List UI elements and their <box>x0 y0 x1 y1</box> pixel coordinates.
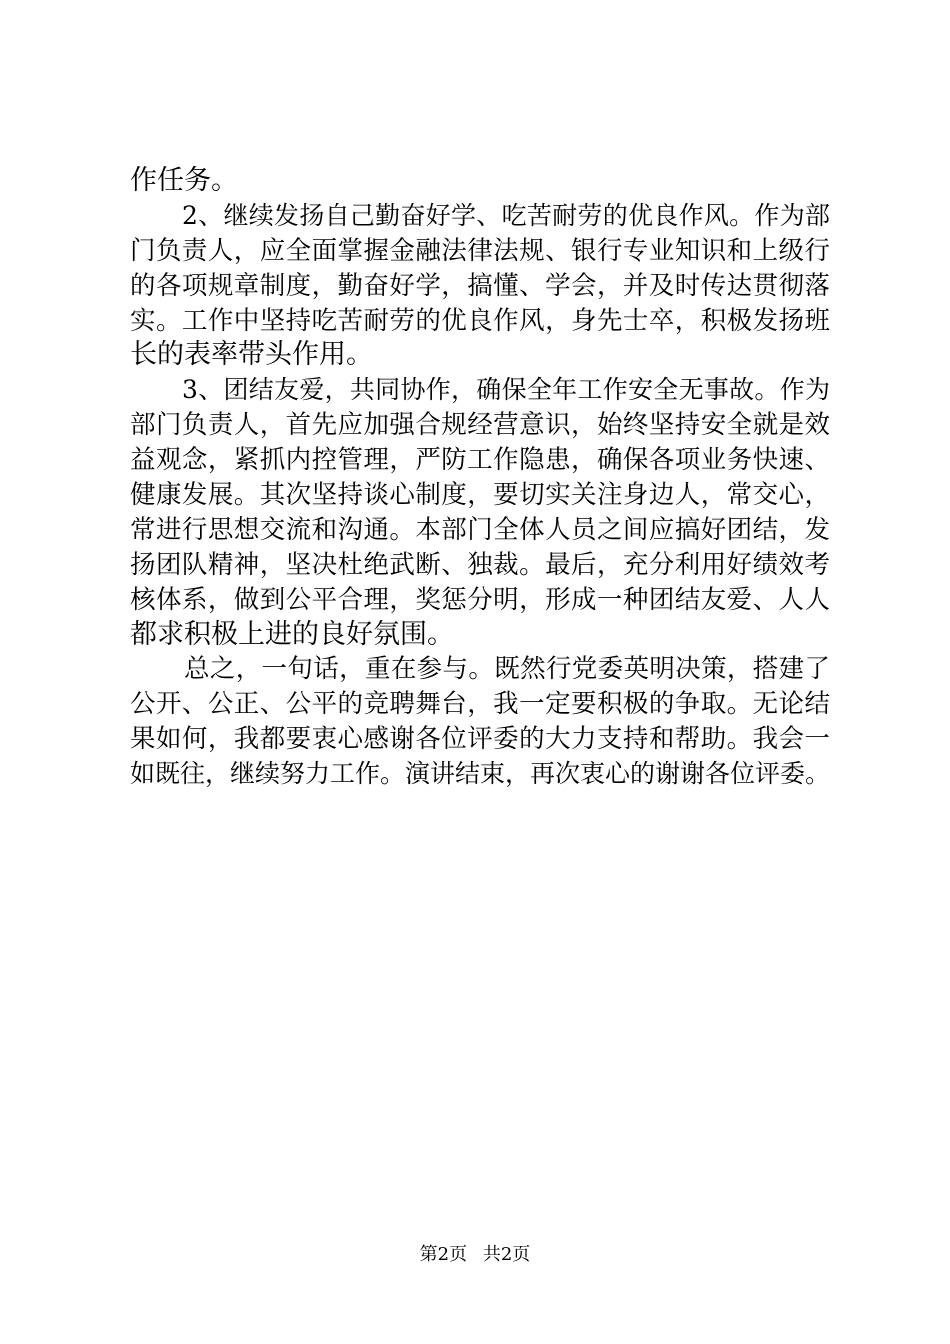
text-line: 公开、公正、公平的竞聘舞台，我一定要积极的争取。无论结 <box>130 689 830 720</box>
text-line: 扬团队精神，坚决杜绝武断、独裁。最后，充分利用好绩效考 <box>130 549 830 580</box>
text-line: 益观念，紧抓内控管理，严防工作隐患，确保各项业务快速、 <box>130 445 830 476</box>
page-total: 共2页 <box>482 1244 531 1265</box>
text-line: 总之，一句话，重在参与。既然行党委英明决策，搭建了 <box>184 654 830 685</box>
text-line: 门负责人，应全面掌握金融法律法规、银行专业知识和上级行 <box>130 235 830 266</box>
page-number: 第2页 <box>419 1244 468 1265</box>
text-line: 健康发展。其次坚持谈心制度，要切实关注身边人，常交心， <box>130 480 830 511</box>
text-line: 2、继续发扬自己勤奋好学、吃苦耐劳的优良作风。作为部 <box>182 200 830 230</box>
text-line: 实。工作中坚持吃苦耐劳的优良作风，身先士卒，积极发扬班 <box>130 305 830 336</box>
text-line: 的各项规章制度，勤奋好学，搞懂、学会，并及时传达贯彻落 <box>130 270 830 301</box>
document-body <box>130 164 830 792</box>
paragraph <box>130 164 830 199</box>
text-line: 3、团结友爱，共同协作，确保全年工作安全无事故。作为 <box>182 375 830 405</box>
text-line: 长的表率带头作用。 <box>130 339 373 371</box>
text-line: 果如何，我都要衷心感谢各位评委的大力支持和帮助。我会一 <box>130 724 830 755</box>
text-line: 部门负责人，首先应加强合规经营意识，始终坚持安全就是效 <box>130 410 830 441</box>
paragraph <box>130 373 830 652</box>
text-line: 常进行思想交流和沟通。本部门全体人员之间应搞好团结，发 <box>130 514 830 545</box>
paragraph <box>130 199 830 373</box>
paragraph <box>130 652 830 792</box>
text-line: 如既往，继续努力工作。演讲结束，再次衷心的谢谢各位评委。 <box>130 759 831 789</box>
page-footer <box>0 1243 950 1267</box>
text-line: 作任务。 <box>130 165 238 196</box>
text-line: 核体系，做到公平合理，奖惩分明，形成一种团结友爱、人人 <box>130 584 830 615</box>
text-line: 都求积极上进的良好氛围。 <box>130 618 454 650</box>
